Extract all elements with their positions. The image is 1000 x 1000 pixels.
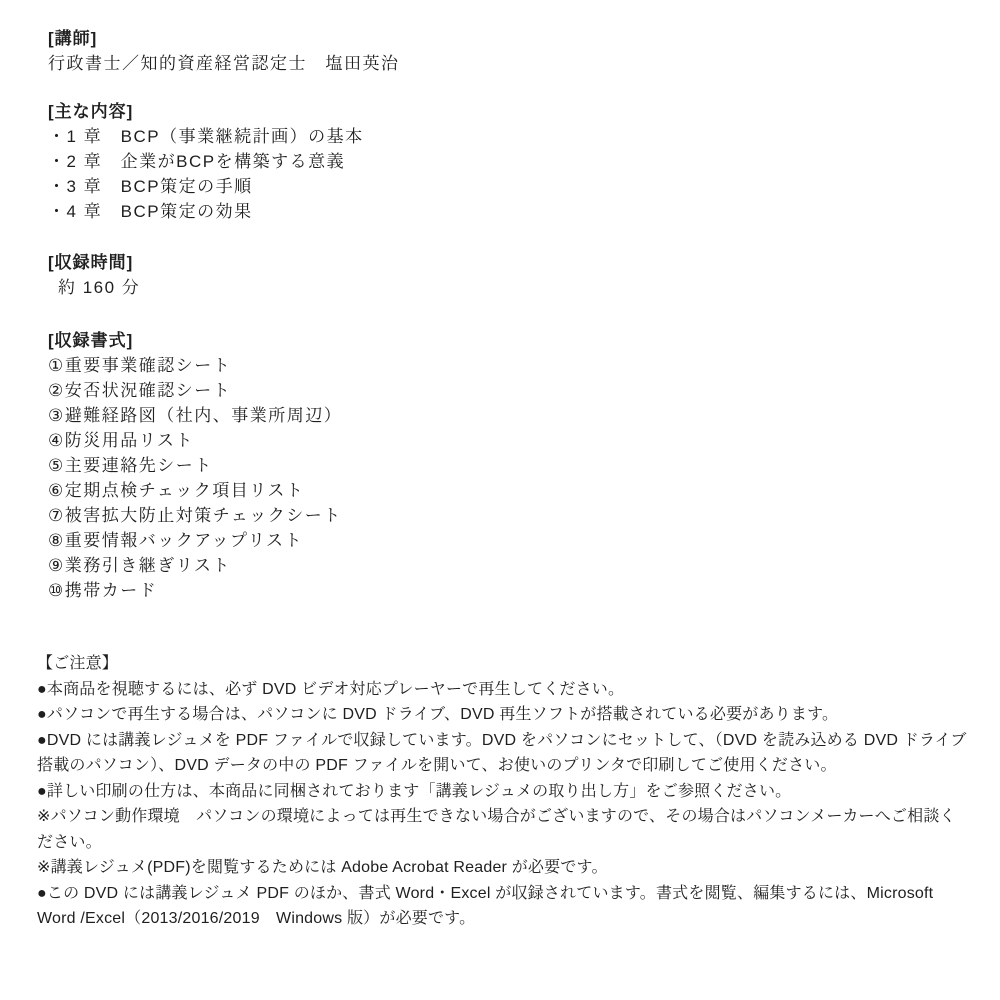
list-item: ・1 章 BCP（事業継続計画）の基本: [48, 127, 364, 146]
list-item: ⑩携帯カード: [48, 581, 158, 600]
contents-list: [48, 124, 970, 224]
notice-item: ●本商品を視聴するには、必ず DVD ビデオ対応プレーヤーで再生してください。: [37, 680, 625, 698]
section-duration: [48, 250, 970, 300]
list-item: ・3 章 BCP策定の手順: [48, 177, 253, 196]
formats-heading: [収録書式]: [48, 331, 134, 350]
formats-list: [48, 353, 970, 603]
list-item: ③避難経路図（社内、事業所周辺）: [48, 406, 343, 425]
list-item: ・4 章 BCP策定の効果: [48, 202, 253, 221]
notice-item: ※パソコン動作環境 パソコンの環境によっては再生できない場合がございますので、その場合はパソコンメーカーへご相談ください。: [37, 808, 956, 851]
lecturer-name: 行政書士／知的資産経営認定士 塩田英治: [48, 54, 400, 73]
notice-item: ●この DVD には講義レジュメ PDF のほか、書式 Word・Excel が収録されています。書式を閲覧、編集するには、Microsoft Word /Excel（2013/2016/2019 Windows 版）が必要です。: [37, 884, 934, 927]
section-notices: [37, 651, 970, 932]
duration-value: 約 160 分: [58, 278, 141, 297]
section-main-contents: [48, 99, 970, 224]
list-item: ・2 章 企業がBCPを構築する意義: [48, 152, 346, 171]
list-item: ⑤主要連絡先シート: [48, 456, 213, 475]
notice-item: ※講義レジュメ(PDF)を閲覧するためには Adobe Acrobat Reader が必要です。: [37, 859, 608, 876]
list-item: ⑧重要情報バックアップリスト: [48, 531, 304, 550]
list-item: ①重要事業確認シート: [48, 356, 232, 375]
notice-item: ●DVD には講義レジュメを PDF ファイルで収録しています。DVD をパソコンにセットして、（DVD を読み込める DVD ドライブ搭載のパソコン）、DVD データの中の PDF ファイルを開いて、お使いのプリンタで印刷してご使用ください。: [37, 731, 967, 774]
list-item: ④防災用品リスト: [48, 431, 194, 450]
notices-heading: 【ご注意】: [37, 655, 119, 672]
list-item: ②安否状況確認シート: [48, 381, 232, 400]
notice-item: ●パソコンで再生する場合は、パソコンに DVD ドライブ、DVD 再生ソフトが搭載されている必要があります。: [37, 706, 839, 723]
section-lecturer: [48, 26, 970, 76]
notice-item: ●詳しい印刷の仕方は、本商品に同梱されております「講義レジュメの取り出し方」をご参照ください。: [37, 782, 792, 800]
duration-heading: [収録時間]: [48, 253, 134, 272]
list-item: ⑨業務引き継ぎリスト: [48, 556, 231, 575]
list-item: ⑥定期点検チェック項目リスト: [48, 481, 305, 500]
lecturer-heading: [講師]: [48, 29, 98, 48]
list-item: ⑦被害拡大防止対策チェックシート: [48, 506, 342, 525]
contents-heading: [主な内容]: [48, 102, 134, 121]
section-recorded-formats: [48, 328, 970, 603]
